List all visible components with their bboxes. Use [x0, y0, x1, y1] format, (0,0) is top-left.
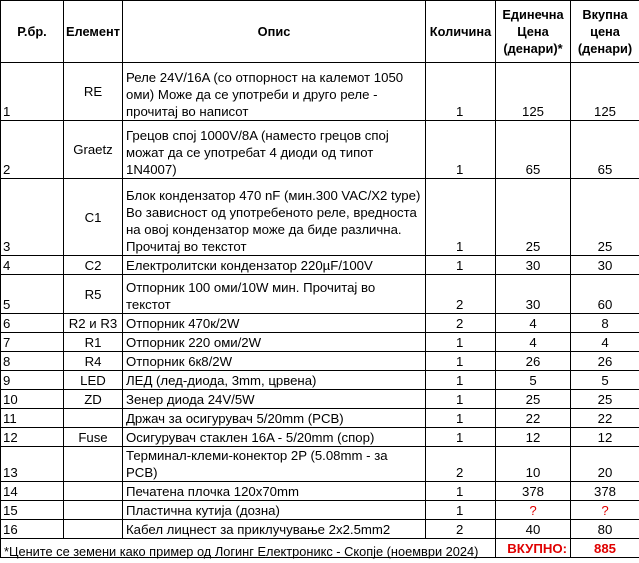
row-unit-price: ? [496, 501, 571, 520]
row-description: Осигурувач стаклен 16A - 5/20mm (спор) [123, 428, 426, 447]
row-number: 4 [1, 256, 64, 275]
row-description: Реле 24V/16A (со отпорност на калемот 1050 оми) Може да се употреби и друго реле - прочитај во написот [123, 63, 426, 121]
row-number: 3 [1, 179, 64, 256]
row-element: R1 [64, 333, 123, 352]
table-row [1, 520, 639, 539]
row-description: Зенер диода 24V/5W [123, 390, 426, 409]
row-description: Кабел лицнест за приклучување 2x2.5mm2 [123, 520, 426, 539]
row-element: R4 [64, 352, 123, 371]
header-no: Р.бр. [1, 1, 64, 63]
row-total-price: 125 [571, 63, 639, 121]
row-quantity: 1 [426, 121, 496, 179]
row-total-price: 12 [571, 428, 639, 447]
row-number: 15 [1, 501, 64, 520]
row-number: 1 [1, 63, 64, 121]
table-row [1, 333, 639, 352]
row-quantity: 1 [426, 409, 496, 428]
row-quantity: 1 [426, 63, 496, 121]
row-element: RE [64, 63, 123, 121]
row-element: ZD [64, 390, 123, 409]
row-unit-price: 4 [496, 333, 571, 352]
row-quantity: 1 [426, 352, 496, 371]
header-quantity: Количина [426, 1, 496, 63]
row-number: 12 [1, 428, 64, 447]
row-description: ЛЕД (лед-диода, 3mm, црвена) [123, 371, 426, 390]
row-element [64, 409, 123, 428]
row-unit-price: 12 [496, 428, 571, 447]
row-element: R5 [64, 275, 123, 314]
row-unit-price: 4 [496, 314, 571, 333]
row-unit-price: 30 [496, 275, 571, 314]
row-total-price: 60 [571, 275, 639, 314]
row-unit-price: 5 [496, 371, 571, 390]
table-row [1, 63, 639, 121]
table-row [1, 314, 639, 333]
row-total-price: 22 [571, 409, 639, 428]
row-description: Блок кондензатор 470 nF (мин.300 VAC/X2 type) Во зависност од употребеното реле, вредноста на овој кондензатор може да биде различна. Прочитај во текстот [123, 179, 426, 256]
row-number: 2 [1, 121, 64, 179]
row-number: 5 [1, 275, 64, 314]
row-description: Отпорник 220 оми/2W [123, 333, 426, 352]
total-value: 885 [571, 539, 639, 558]
table-row [1, 275, 639, 314]
row-unit-price: 40 [496, 520, 571, 539]
row-quantity: 2 [426, 275, 496, 314]
row-number: 7 [1, 333, 64, 352]
row-unit-price: 25 [496, 179, 571, 256]
table-row [1, 409, 639, 428]
row-number: 11 [1, 409, 64, 428]
row-quantity: 1 [426, 482, 496, 501]
table-row [1, 256, 639, 275]
row-description: Држач за осигурувач 5/20mm (PCB) [123, 409, 426, 428]
row-description: Грецов спој 1000V/8A (наместо грецов спој можат да се употребат 4 диоди од типот 1N4007) [123, 121, 426, 179]
row-description: Терминал-клеми-конектор 2P (5.08mm - за PCB) [123, 447, 426, 482]
row-total-price: 20 [571, 447, 639, 482]
row-total-price: 80 [571, 520, 639, 539]
row-total-price: 25 [571, 179, 639, 256]
table-row [1, 179, 639, 256]
table-row [1, 501, 639, 520]
row-quantity: 2 [426, 520, 496, 539]
row-total-price: 4 [571, 333, 639, 352]
row-total-price: 30 [571, 256, 639, 275]
row-unit-price: 378 [496, 482, 571, 501]
row-quantity: 2 [426, 447, 496, 482]
row-number: 10 [1, 390, 64, 409]
row-quantity: 1 [426, 371, 496, 390]
row-unit-price: 26 [496, 352, 571, 371]
row-description: Електролитски кондензатор 220µF/100V [123, 256, 426, 275]
table-row [1, 121, 639, 179]
row-unit-price: 22 [496, 409, 571, 428]
table-row [1, 352, 639, 371]
row-number: 14 [1, 482, 64, 501]
row-unit-price: 25 [496, 390, 571, 409]
row-number: 13 [1, 447, 64, 482]
row-element: Graetz [64, 121, 123, 179]
header-element: Елемент [64, 1, 123, 63]
header-description: Опис [123, 1, 426, 63]
row-quantity: 1 [426, 179, 496, 256]
row-total-price: 65 [571, 121, 639, 179]
row-number: 16 [1, 520, 64, 539]
row-quantity: 1 [426, 390, 496, 409]
table-row [1, 482, 639, 501]
table-row [1, 371, 639, 390]
row-total-price: 8 [571, 314, 639, 333]
row-total-price: 378 [571, 482, 639, 501]
header-unit-price: Единечна Цена (денари)* [496, 1, 571, 63]
total-label: ВКУПНО: [496, 539, 571, 558]
table-row [1, 428, 639, 447]
row-element [64, 501, 123, 520]
row-description: Отпорник 100 оми/10W мин. Прочитај во текстот [123, 275, 426, 314]
row-element: C1 [64, 179, 123, 256]
row-element: Fuse [64, 428, 123, 447]
row-description: Печатена плочка 120x70mm [123, 482, 426, 501]
footnote: *Цените се земени како пример од Логинг Електроникс - Скопје (ноември 2024) [4, 544, 479, 559]
header-total-price: Вкупна цена (денари) [571, 1, 639, 63]
row-unit-price: 125 [496, 63, 571, 121]
row-unit-price: 30 [496, 256, 571, 275]
row-unit-price: 10 [496, 447, 571, 482]
table-row [1, 390, 639, 409]
row-element [64, 482, 123, 501]
row-element [64, 520, 123, 539]
table-row [1, 447, 639, 482]
row-quantity: 2 [426, 314, 496, 333]
row-element: LED [64, 371, 123, 390]
row-quantity: 1 [426, 428, 496, 447]
row-unit-price: 65 [496, 121, 571, 179]
row-total-price: 26 [571, 352, 639, 371]
row-number: 8 [1, 352, 64, 371]
row-element: C2 [64, 256, 123, 275]
row-number: 9 [1, 371, 64, 390]
row-element: R2 и R3 [64, 314, 123, 333]
row-quantity: 1 [426, 256, 496, 275]
row-total-price: 5 [571, 371, 639, 390]
row-total-price: ? [571, 501, 639, 520]
row-number: 6 [1, 314, 64, 333]
row-quantity: 1 [426, 501, 496, 520]
row-element [64, 447, 123, 482]
row-description: Отпорник 470к/2W [123, 314, 426, 333]
row-description: Отпорник 6к8/2W [123, 352, 426, 371]
row-quantity: 1 [426, 333, 496, 352]
row-description: Пластична кутија (дозна) [123, 501, 426, 520]
row-total-price: 25 [571, 390, 639, 409]
